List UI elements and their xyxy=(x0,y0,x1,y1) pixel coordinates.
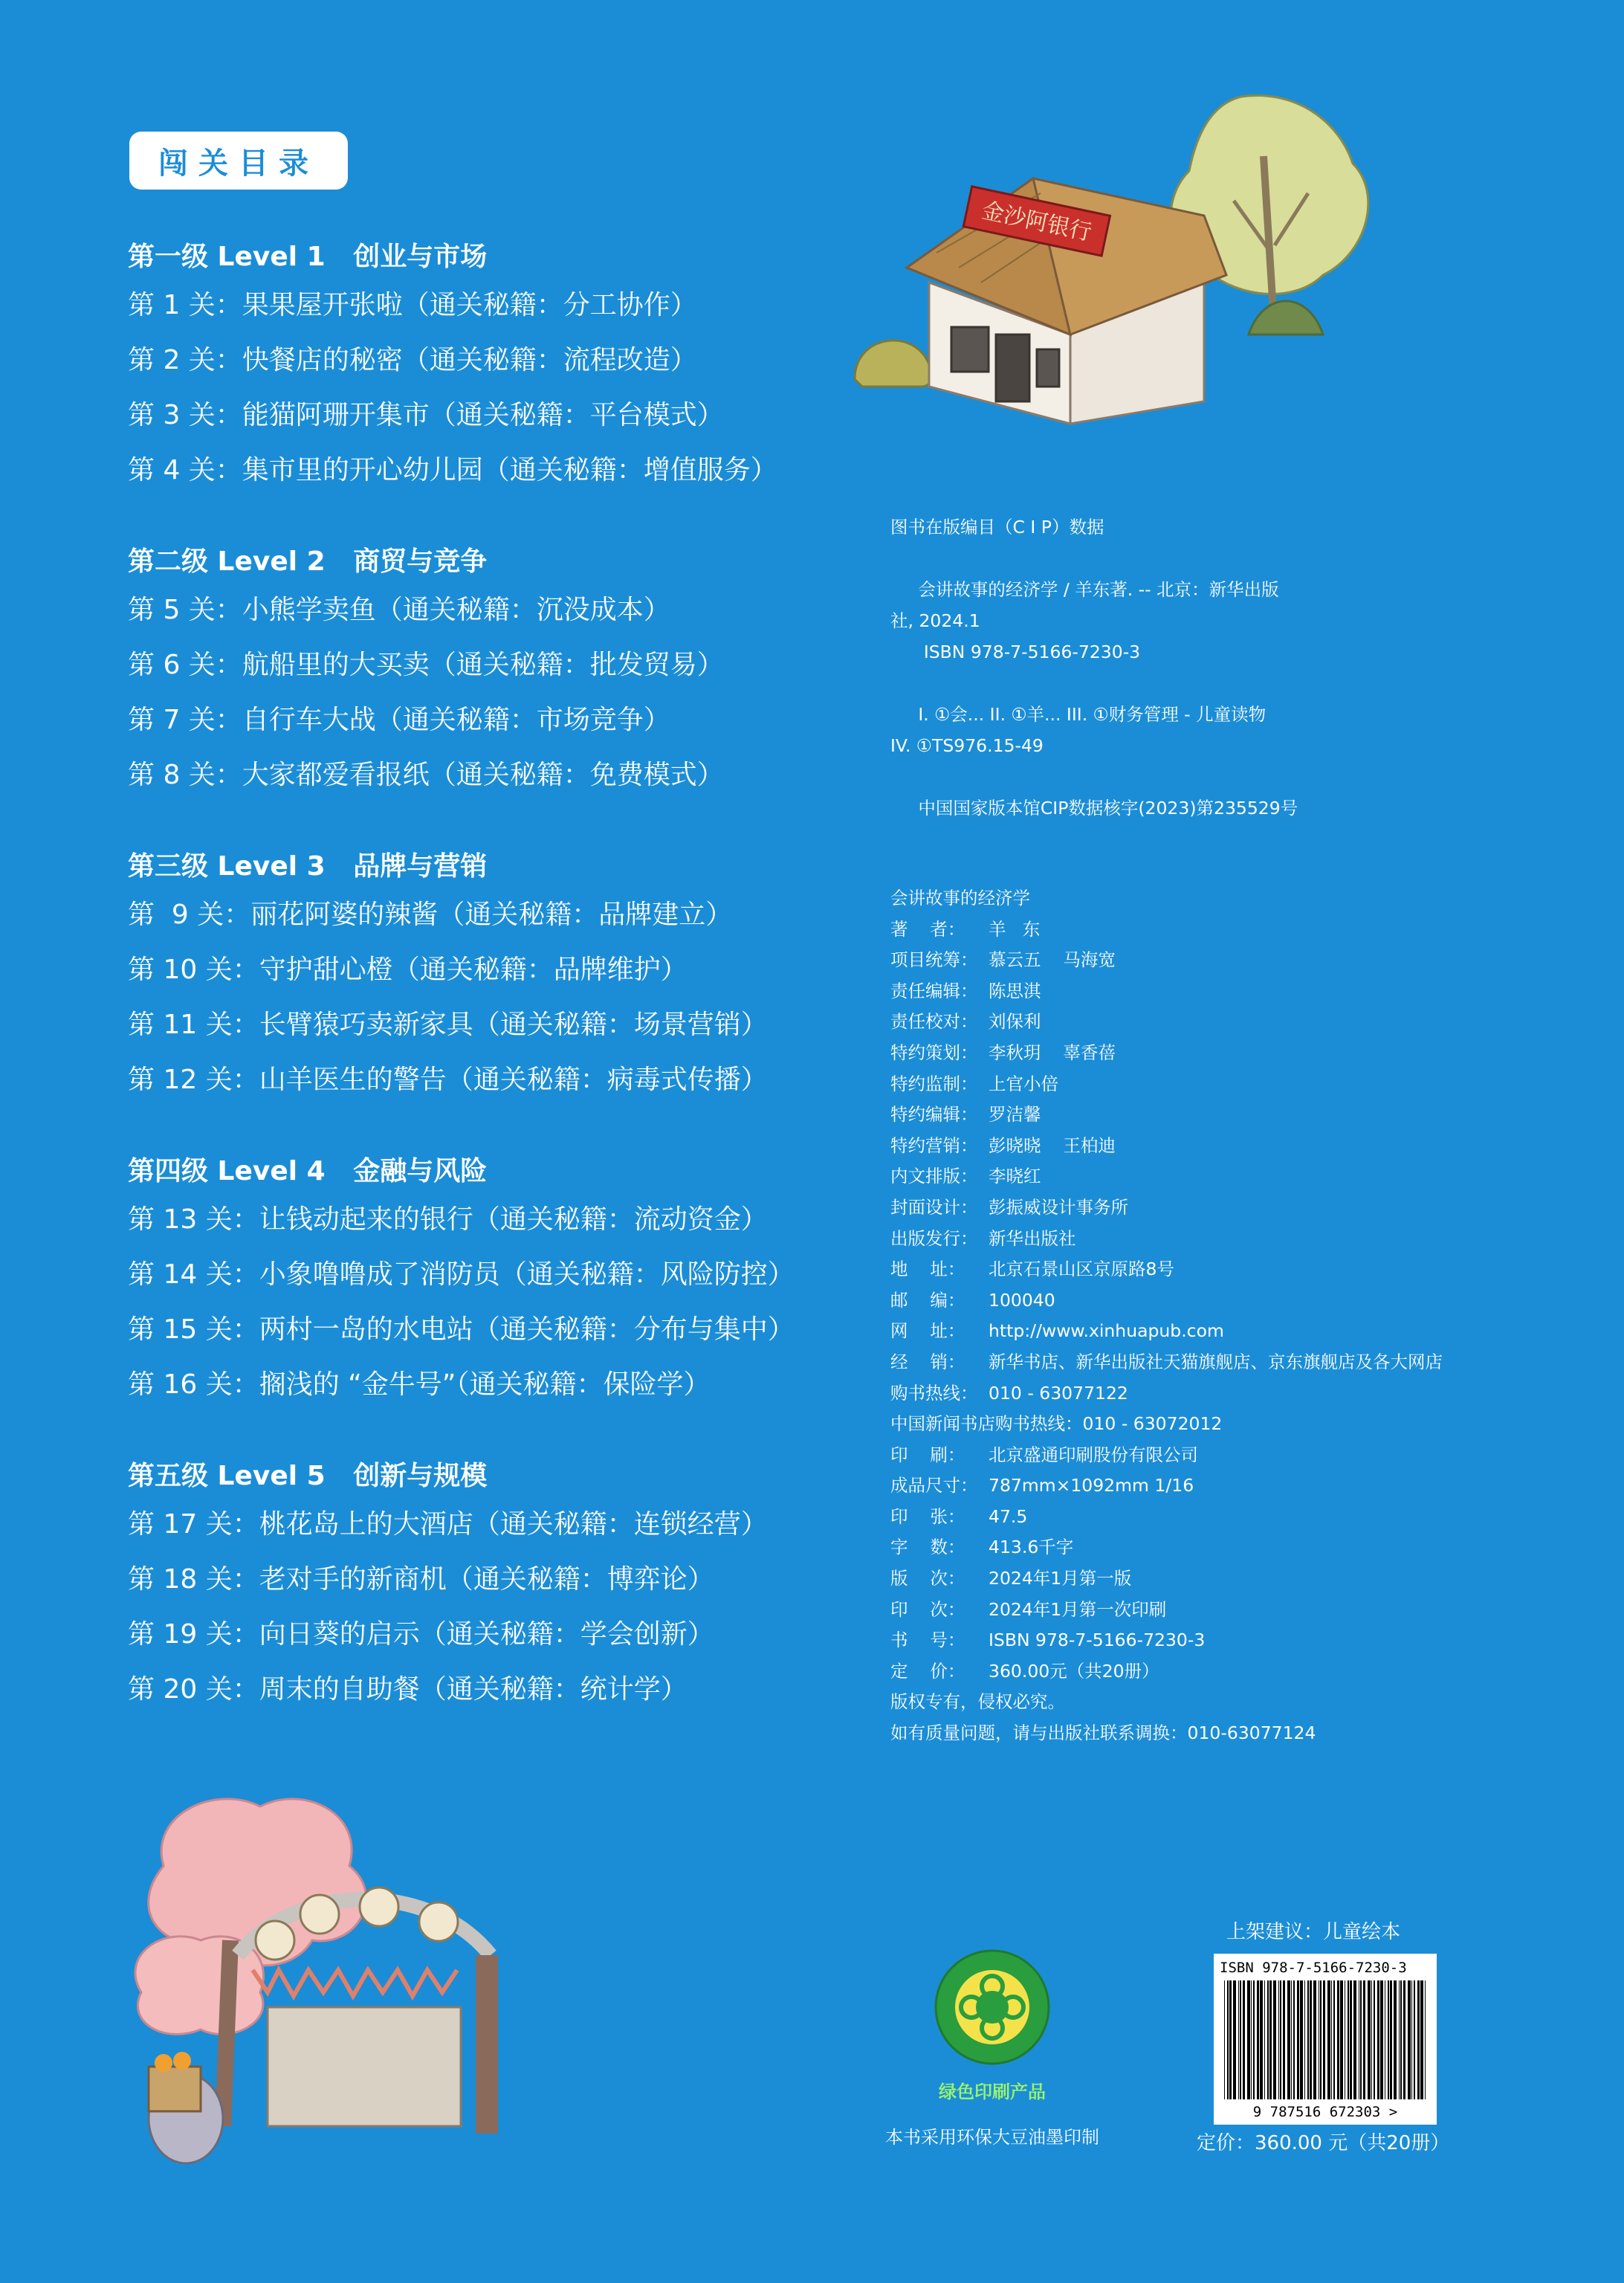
barcode-bar xyxy=(1399,1980,1400,2099)
barcode-bar xyxy=(1247,1980,1250,2099)
barcode-bar xyxy=(1291,1980,1292,2099)
level-title: 第二级 Level 2 商贸与竞争 xyxy=(128,546,488,577)
credit-row xyxy=(890,1224,1559,1255)
barcode-bar xyxy=(1278,1980,1279,2099)
price-label: 定价：360.00 元（共20册） xyxy=(1197,2132,1450,2154)
level-4 xyxy=(128,1151,886,1412)
isbn-barcode xyxy=(1214,1954,1437,2125)
credit-value: 413.6千字 xyxy=(989,1537,1074,1558)
barcode-bar xyxy=(1403,1980,1405,2099)
barcode-bar xyxy=(1264,1980,1265,2099)
credit-value: 慕云五 马海宽 xyxy=(989,949,1116,971)
barcode-bar xyxy=(1348,1980,1349,2099)
credit-value: 010 - 63077122 xyxy=(989,1382,1128,1404)
barcode-bar xyxy=(1350,1980,1352,2099)
cip-line: 会讲故事的经济学 / 羊东著. -- 北京：新华出版 xyxy=(890,579,1279,600)
credit-value: 新华书店、新华出版社天猫旗舰店、京东旗舰店及各大网店 xyxy=(989,1351,1443,1372)
cip-line: IV. ①TS976.15-49 xyxy=(890,735,1044,756)
environmental-label-icon xyxy=(933,1948,1052,2067)
credit-label: 责任编辑： xyxy=(890,980,978,1001)
bank-sign: 金沙阿银行 xyxy=(979,197,1094,247)
barcode-bar xyxy=(1310,1980,1312,2099)
credit-value: ISBN 978-7-5166-7230-3 xyxy=(989,1630,1206,1651)
credit-value: 北京盛通印刷股份有限公司 xyxy=(989,1444,1198,1465)
credit-value: 上官小倍 xyxy=(989,1073,1058,1094)
lesson-item: 第 19 关：向日葵的启示（通关秘籍：学会创新） xyxy=(128,1619,714,1650)
barcode-bar xyxy=(1388,1980,1389,2099)
book-title: 会讲故事的经济学 xyxy=(890,888,1030,908)
lesson-item: 第 10 关：守护甜心橙（通关秘籍：品牌维护） xyxy=(128,955,688,985)
copyright-notice: 版权专有，侵权必究。 xyxy=(890,1691,1065,1713)
credit-value: 羊 东 xyxy=(989,918,1041,940)
barcode-bar xyxy=(1283,1980,1285,2099)
news-hotline: 中国新闻书店购书热线：010 - 63072012 xyxy=(890,1413,1223,1435)
eco-note: 本书采用环保大豆油墨印制 xyxy=(885,2127,1099,2148)
credit-row xyxy=(890,1625,1559,1656)
credit-label: 定 价： xyxy=(890,1660,965,1682)
barcode-bar xyxy=(1243,1980,1245,2099)
lesson-item: 第 12 关：山羊医生的警告（通关秘籍：病毒式传播） xyxy=(128,1065,768,1095)
credit-value: 彭晓晓 王柏迪 xyxy=(989,1134,1116,1156)
barcode-bar xyxy=(1297,1980,1299,2099)
lesson-item: 第 20 关：周末的自助餐（通关秘籍：统计学） xyxy=(128,1674,688,1705)
barcode-digits: 9 787516 672303 > xyxy=(1252,2104,1398,2120)
cip-line: 社, 2024.1 xyxy=(890,610,980,631)
credit-label: 印 次： xyxy=(890,1598,965,1620)
lesson-item: 第 3 关：能猫阿珊开集市（通关秘籍：平台模式） xyxy=(128,400,724,430)
credit-row xyxy=(890,1038,1559,1069)
credit-label: 特约监制： xyxy=(890,1073,978,1094)
barcode-bar xyxy=(1380,1980,1383,2099)
credit-label: 购书热线： xyxy=(890,1382,978,1404)
barcode-bar xyxy=(1233,1980,1236,2099)
lesson-item: 第 7 关：自行车大战（通关秘籍：市场竞争） xyxy=(128,705,670,735)
credit-label: 内文排版： xyxy=(890,1166,978,1187)
lesson-item: 第 14 关：小象噜噜成了消防员（通关秘籍：风险防控） xyxy=(128,1259,795,1290)
barcode-bar xyxy=(1304,1980,1305,2099)
credit-label: 地 址： xyxy=(890,1259,965,1280)
credit-row xyxy=(890,1007,1559,1038)
level-1 xyxy=(128,236,886,498)
credits-block xyxy=(890,883,1559,1749)
barcode-bar xyxy=(1260,1980,1263,2099)
barcode-bar xyxy=(1390,1980,1392,2099)
house xyxy=(907,178,1226,424)
eco-label: 绿色印刷产品 xyxy=(939,2082,1046,2102)
market-stall xyxy=(268,2007,461,2126)
credit-label: 著 者： xyxy=(890,918,965,940)
cip-line: I. ①会... II. ①羊... III. ①财务管理 - 儿童读物 xyxy=(890,704,1266,725)
barcode-bars xyxy=(1214,1954,1437,2125)
credit-value: 787mm×1092mm 1/16 xyxy=(989,1475,1194,1496)
credit-value: 100040 xyxy=(989,1289,1055,1311)
credit-row xyxy=(890,1440,1559,1471)
credit-value: http://www.xinhuapub.com xyxy=(989,1320,1224,1342)
credit-label: 版 次： xyxy=(890,1568,965,1589)
barcode-bar xyxy=(1307,1980,1309,2099)
cip-block xyxy=(890,511,1559,824)
elephant-with-basket xyxy=(149,2052,223,2163)
level-5 xyxy=(128,1456,886,1717)
barcode-bar xyxy=(1371,1980,1372,2099)
credit-value: 李晓红 xyxy=(989,1166,1041,1187)
credit-value: 47.5 xyxy=(989,1505,1028,1527)
credit-label: 出版发行： xyxy=(890,1227,978,1249)
barcode-bar xyxy=(1360,1980,1362,2099)
lesson-item: 第 15 关：两村一岛的水电站（通关秘籍：分布与集中） xyxy=(128,1314,795,1345)
barcode-bar xyxy=(1269,1980,1272,2099)
credit-row xyxy=(890,976,1559,1007)
barcode-bar xyxy=(1420,1980,1423,2099)
level-title: 第一级 Level 1 创业与市场 xyxy=(128,242,488,272)
credit-label: 封面设计： xyxy=(890,1196,978,1218)
barcode-bar xyxy=(1327,1980,1330,2099)
barcode-bar xyxy=(1240,1980,1241,2099)
lesson-item: 第 17 关：桃花岛上的大酒店（通关秘籍：连锁经营） xyxy=(128,1509,768,1540)
market-fair-illustration xyxy=(119,1784,609,2171)
barcode-bar xyxy=(1227,1980,1229,2099)
credit-row xyxy=(890,914,1559,946)
shelf-suggestion: 上架建议：儿童绘本 xyxy=(1226,1921,1401,1943)
bush xyxy=(855,340,932,387)
credit-row xyxy=(890,1378,1559,1409)
barcode-bar xyxy=(1394,1980,1397,2099)
barcode-bar xyxy=(1353,1980,1356,2099)
barcode-bar xyxy=(1280,1980,1281,2099)
lesson-item: 第 13 关：让钱动起来的银行（通关秘籍：流动资金） xyxy=(128,1204,768,1235)
credit-row xyxy=(890,1069,1559,1100)
credit-value: 北京石景山区京原路8号 xyxy=(989,1259,1174,1280)
cip-line: 中国国家版本馆CIP数据核字(2023)第235529号 xyxy=(890,798,1298,818)
barcode-bar xyxy=(1417,1980,1420,2099)
credit-row xyxy=(890,1595,1559,1626)
barcode-bar xyxy=(1368,1980,1371,2099)
credit-label: 印 张： xyxy=(890,1505,965,1527)
level-title: 第五级 Level 5 创新与规模 xyxy=(128,1461,488,1491)
credit-row xyxy=(890,1502,1559,1533)
credit-value: 新华出版社 xyxy=(989,1227,1076,1249)
credit-value: 罗洁馨 xyxy=(989,1104,1041,1126)
lesson-item: 第 9 关：丽花阿婆的辣酱（通关秘籍：品牌建立） xyxy=(128,900,733,930)
lesson-item: 第 16 关：搁浅的 “金牛号”（通关秘籍：保险学） xyxy=(128,1369,711,1400)
barcode-bar xyxy=(1253,1980,1255,2099)
credit-value: 陈思淇 xyxy=(989,980,1041,1001)
credit-label: 字 数： xyxy=(890,1537,965,1558)
credit-row xyxy=(890,1192,1559,1224)
green-print-mark xyxy=(870,1948,1115,2148)
level-title: 第四级 Level 4 金融与风险 xyxy=(128,1156,488,1186)
barcode-bar xyxy=(1337,1980,1339,2099)
barcode-bar xyxy=(1287,1980,1290,2099)
barcode-bar xyxy=(1414,1980,1415,2099)
credit-label: 邮 编： xyxy=(890,1289,965,1311)
barcode-bar xyxy=(1293,1980,1295,2099)
credit-label: 特约策划： xyxy=(890,1042,978,1063)
bank-house-illustration xyxy=(847,89,1382,446)
isbn-text: ISBN 978-7-5166-7230-3 xyxy=(1220,1960,1407,1976)
lesson-item: 第 1 关：果果屋开张啦（通关秘籍：分工协作） xyxy=(128,290,697,320)
level-3 xyxy=(128,846,886,1108)
barcode-bar xyxy=(1224,1980,1225,2099)
credit-label: 责任校对： xyxy=(890,1011,978,1033)
credit-label: 项目统筹： xyxy=(890,949,978,971)
barcode-bar xyxy=(1267,1980,1269,2099)
barcode-bar xyxy=(1331,1980,1332,2099)
barcode-bar xyxy=(1300,1980,1303,2099)
barcode-bar xyxy=(1363,1980,1365,2099)
cip-title: 图书在版编目（C I P）数据 xyxy=(890,517,1104,537)
credit-label: 特约编辑： xyxy=(890,1104,978,1126)
lesson-item: 第 5 关：小熊学卖鱼（通关秘籍：沉没成本） xyxy=(128,595,670,625)
barcode-bar xyxy=(1229,1980,1232,2099)
barcode-bar xyxy=(1374,1980,1375,2099)
lesson-item: 第 6 关：航船里的大买卖（通关秘籍：批发贸易） xyxy=(128,650,724,680)
cip-line: ISBN 978-7-5166-7230-3 xyxy=(890,642,1141,662)
credit-value: 李秋玥 辜香蓓 xyxy=(989,1042,1116,1063)
barcode-bar xyxy=(1273,1980,1276,2099)
credit-value: 2024年1月第一次印刷 xyxy=(989,1598,1167,1620)
credit-row xyxy=(890,1161,1559,1192)
lesson-item: 第 4 关：集市里的开心幼儿园（通关秘籍：增值服务） xyxy=(128,455,777,485)
credit-row xyxy=(890,1254,1559,1285)
credit-row xyxy=(890,1470,1559,1502)
credit-label: 书 号： xyxy=(890,1630,965,1651)
credit-row xyxy=(890,1131,1559,1162)
barcode-bar xyxy=(1238,1980,1239,2099)
barcode-bar xyxy=(1333,1980,1335,2099)
barcode-bar xyxy=(1377,1980,1379,2099)
barcode-bar xyxy=(1408,1980,1411,2099)
credit-row xyxy=(890,1532,1559,1563)
level-title: 第三级 Level 3 品牌与营销 xyxy=(128,851,488,882)
barcode-bar xyxy=(1340,1980,1343,2099)
credit-row xyxy=(890,1563,1559,1595)
credit-label: 印 刷： xyxy=(890,1444,965,1465)
barcode-bar xyxy=(1400,1980,1402,2099)
credit-value: 360.00元（共20册） xyxy=(989,1660,1159,1682)
barcode-bar xyxy=(1251,1980,1252,2099)
credit-row xyxy=(890,1316,1559,1347)
credit-row xyxy=(890,945,1559,976)
credit-label: 网 址： xyxy=(890,1320,965,1342)
credit-row xyxy=(890,1347,1559,1378)
lesson-item: 第 11 关：长臂猿巧卖新家具（通关秘籍：场景营销） xyxy=(128,1010,768,1040)
level-2 xyxy=(128,541,886,803)
lesson-item: 第 18 关：老对手的新商机（通关秘籍：博弈论） xyxy=(128,1564,714,1595)
credit-row xyxy=(890,1656,1559,1688)
barcode-bar xyxy=(1425,1980,1426,2099)
credit-value: 彭振威设计事务所 xyxy=(989,1196,1128,1218)
credit-row xyxy=(890,1285,1559,1317)
table-of-contents xyxy=(128,236,886,1760)
barcode-bar xyxy=(1323,1980,1325,2099)
barcode-bar xyxy=(1313,1980,1316,2099)
barcode-bar xyxy=(1411,1980,1412,2099)
barcode-bar xyxy=(1257,1980,1259,2099)
quality-notice: 如有质量问题，请与出版社联系调换：010-63077124 xyxy=(890,1722,1316,1744)
credit-value: 刘保利 xyxy=(989,1011,1041,1033)
toc-badge: 闯关目录 xyxy=(129,132,348,190)
credit-row xyxy=(890,1099,1559,1131)
credit-value: 2024年1月第一版 xyxy=(989,1568,1132,1589)
credit-label: 经 销： xyxy=(890,1351,965,1372)
credit-label: 特约营销： xyxy=(890,1134,978,1156)
lesson-item: 第 2 关：快餐店的秘密（通关秘籍：流程改造） xyxy=(128,345,697,375)
credit-label: 成品尺寸： xyxy=(890,1475,978,1496)
barcode-bar xyxy=(1320,1980,1321,2099)
lesson-item: 第 8 关：大家都爱看报纸（通关秘籍：免费模式） xyxy=(128,760,724,790)
